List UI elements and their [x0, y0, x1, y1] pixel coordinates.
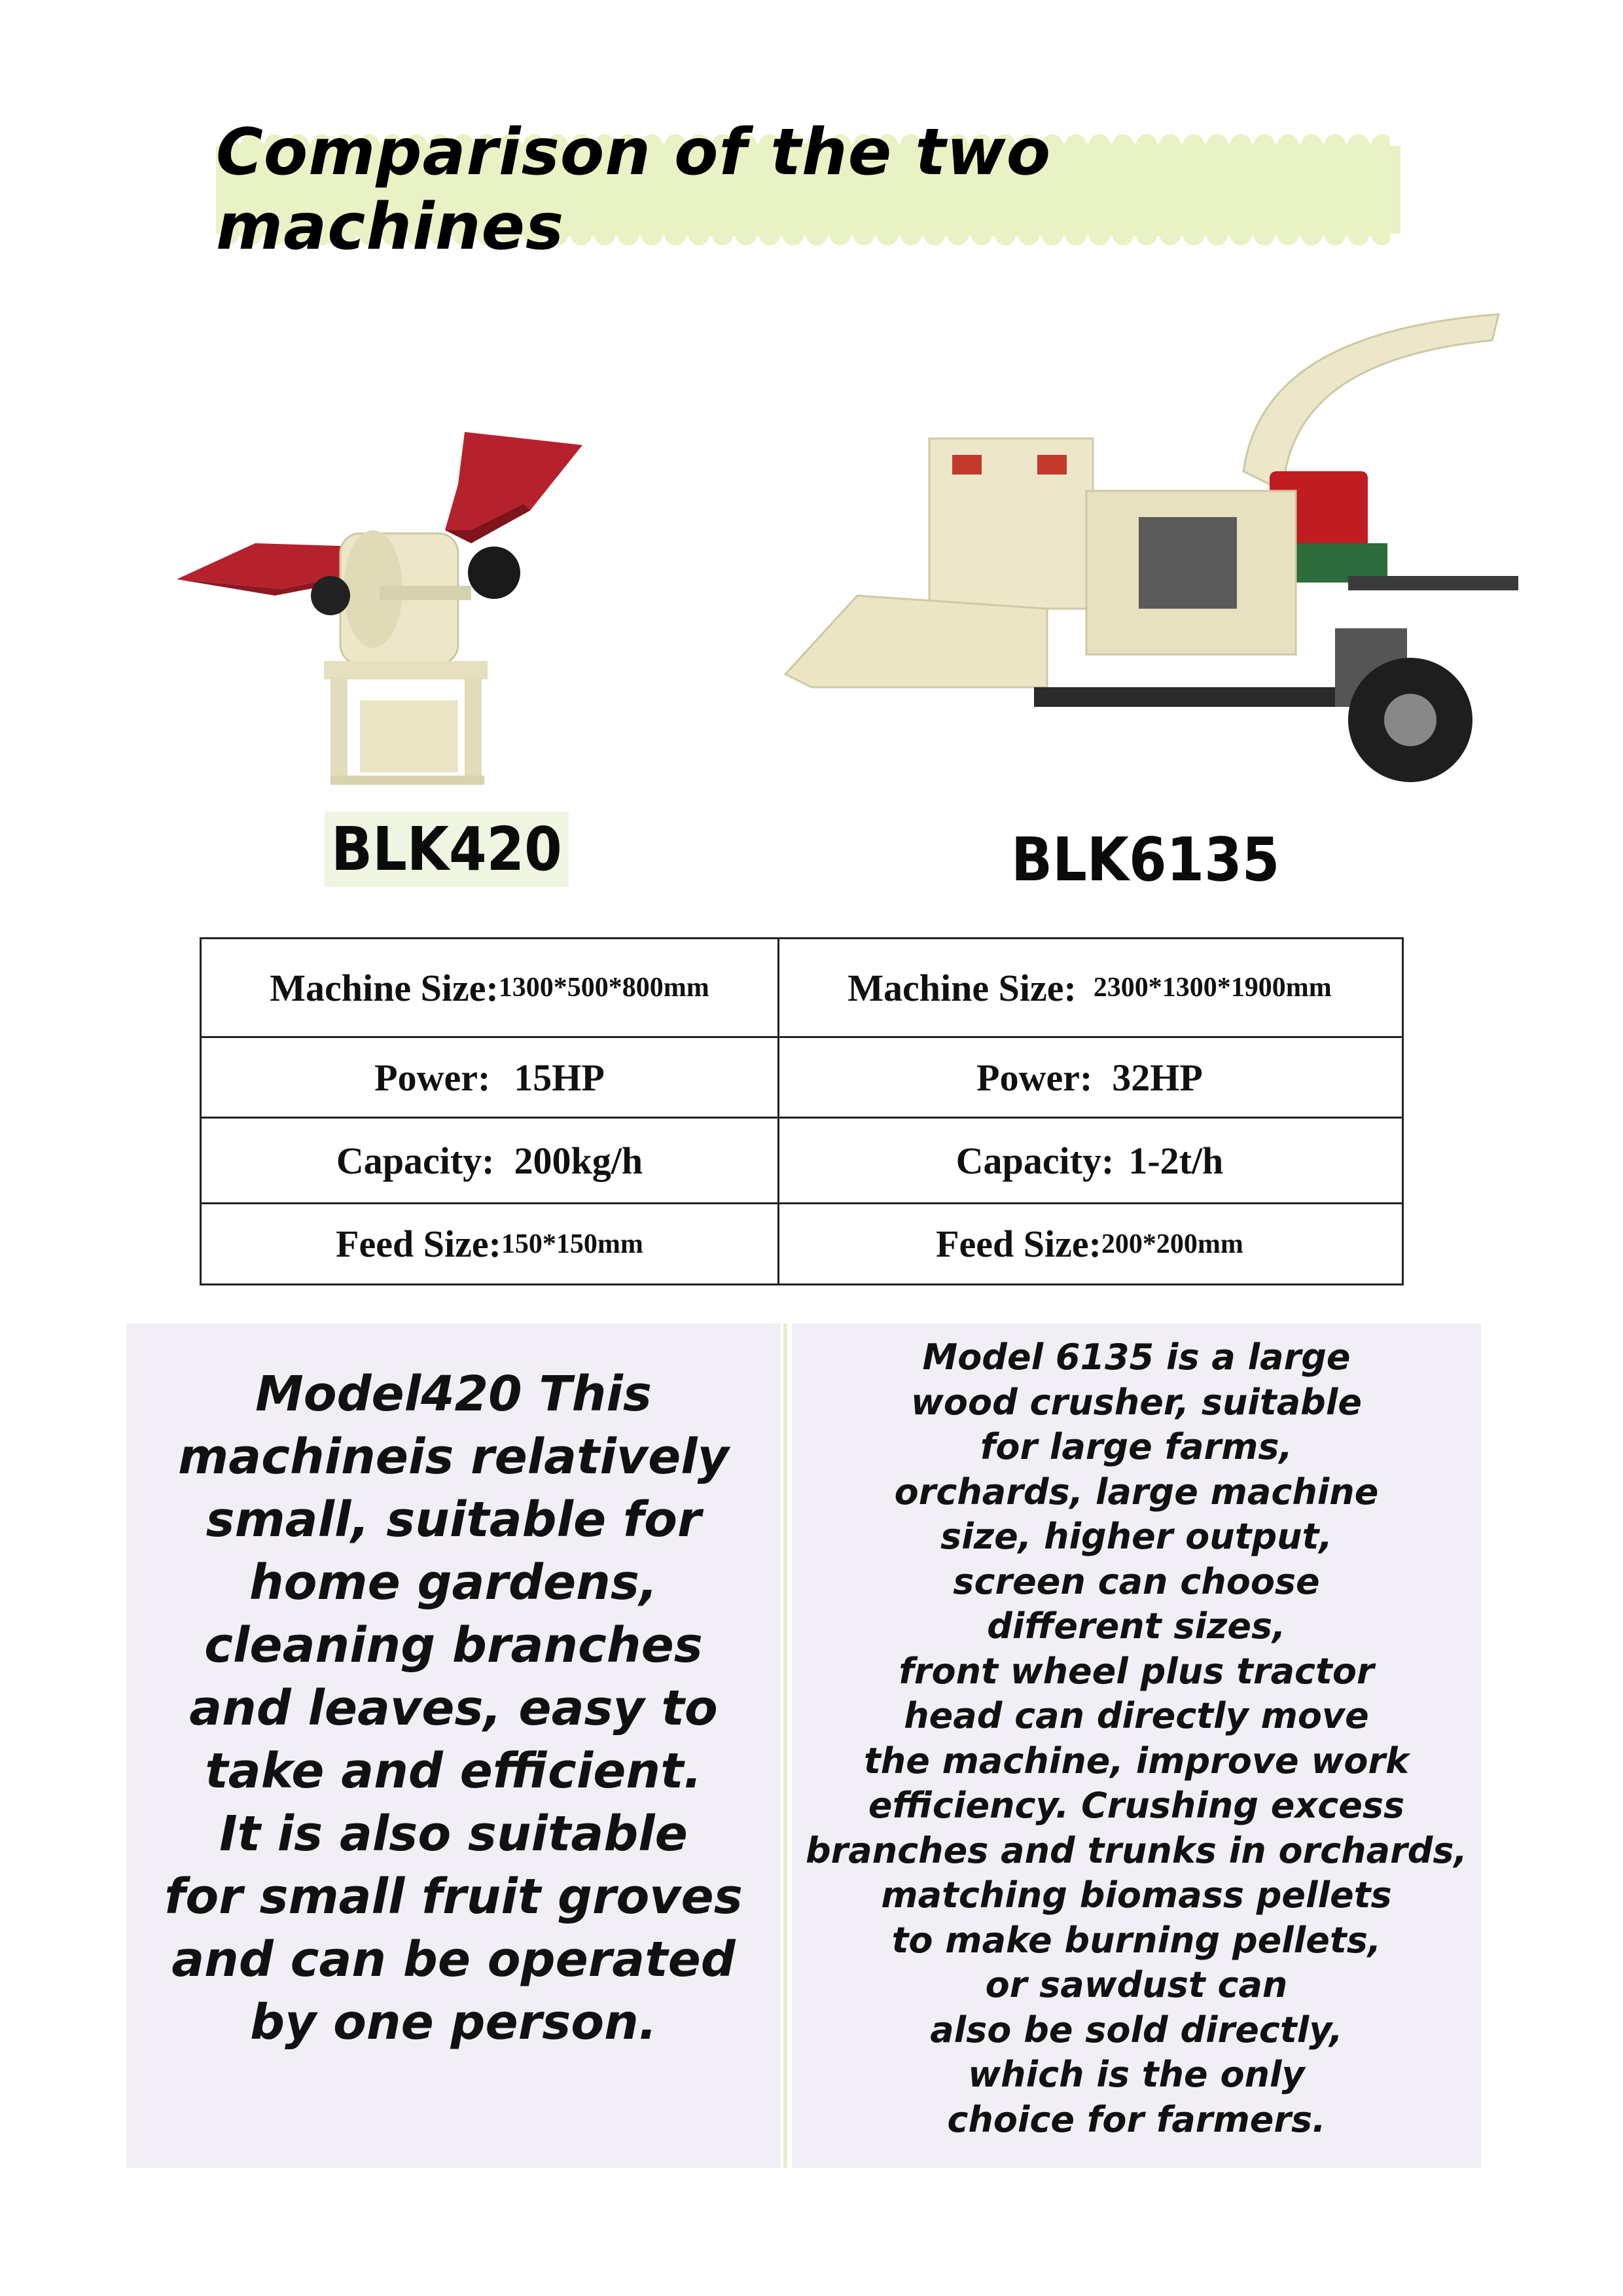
spec-key: Capacity: [955, 1139, 1115, 1182]
spec-table [200, 937, 1404, 1285]
spec-key: Capacity: [336, 1139, 495, 1182]
description-panel-blk420 [126, 1323, 781, 2168]
table-row [202, 939, 1402, 1036]
page-title: Comparison of the two machines [216, 115, 1052, 264]
table-row [202, 1204, 1402, 1283]
spec-value: 1300*500*800mm [498, 973, 709, 1003]
spec-key: Machine Size: [270, 966, 499, 1009]
table-row [202, 1038, 1402, 1117]
spec-cell [202, 939, 777, 1036]
spec-key: Machine Size: [847, 966, 1077, 1009]
spec-value: 150*150mm [501, 1229, 643, 1259]
spec-cell [777, 1204, 1402, 1283]
spec-value: 15HP [514, 1056, 605, 1099]
spec-value: 200*200mm [1101, 1229, 1243, 1259]
model-label-blk420: BLK420 [325, 812, 569, 887]
blk6135-machine-image [772, 301, 1525, 812]
spec-cell [777, 1119, 1402, 1202]
spec-cell [777, 1038, 1402, 1117]
spec-value: 200kg/h [514, 1139, 643, 1182]
table-row [202, 1119, 1402, 1202]
spec-key: Feed Size: [936, 1223, 1101, 1265]
spec-value: 32HP [1112, 1056, 1203, 1099]
spec-key: Power: [976, 1056, 1093, 1099]
spec-cell [777, 939, 1402, 1036]
model-label-blk6135: BLK6135 [1011, 825, 1280, 895]
description-text: Model420 This machineis relatively small, suitable for home gardens, cleaning branches and leaves, easy to take and efficient. It is also suitable for small fruit groves and can be operated by one person. [164, 1366, 743, 2051]
spec-cell [202, 1119, 777, 1202]
description-text: Model 6135 is a large wood crusher, suitable for large farms, orchards, large machine size, higher output, screen can choose different sizes, front wheel plus tractor head can directly move the machine, improve work efficiency. Crushing excess branches and trunks in orchards, matching biomass pellets to make burning pellets, or sawdust can also be sold directly, which is the only choice for farmers. [805, 1336, 1468, 2140]
spec-key: Power: [374, 1056, 491, 1099]
description-panel-blk6135 [792, 1323, 1481, 2168]
panel-divider [783, 1323, 787, 2168]
spec-key: Feed Size: [336, 1223, 501, 1265]
spec-cell [202, 1038, 777, 1117]
spec-cell [202, 1204, 777, 1283]
spec-value: 2300*1300*1900mm [1093, 973, 1332, 1003]
blk420-machine-image [164, 393, 635, 798]
title-banner [216, 115, 1400, 264]
spec-value: 1-2t/h [1128, 1139, 1224, 1182]
